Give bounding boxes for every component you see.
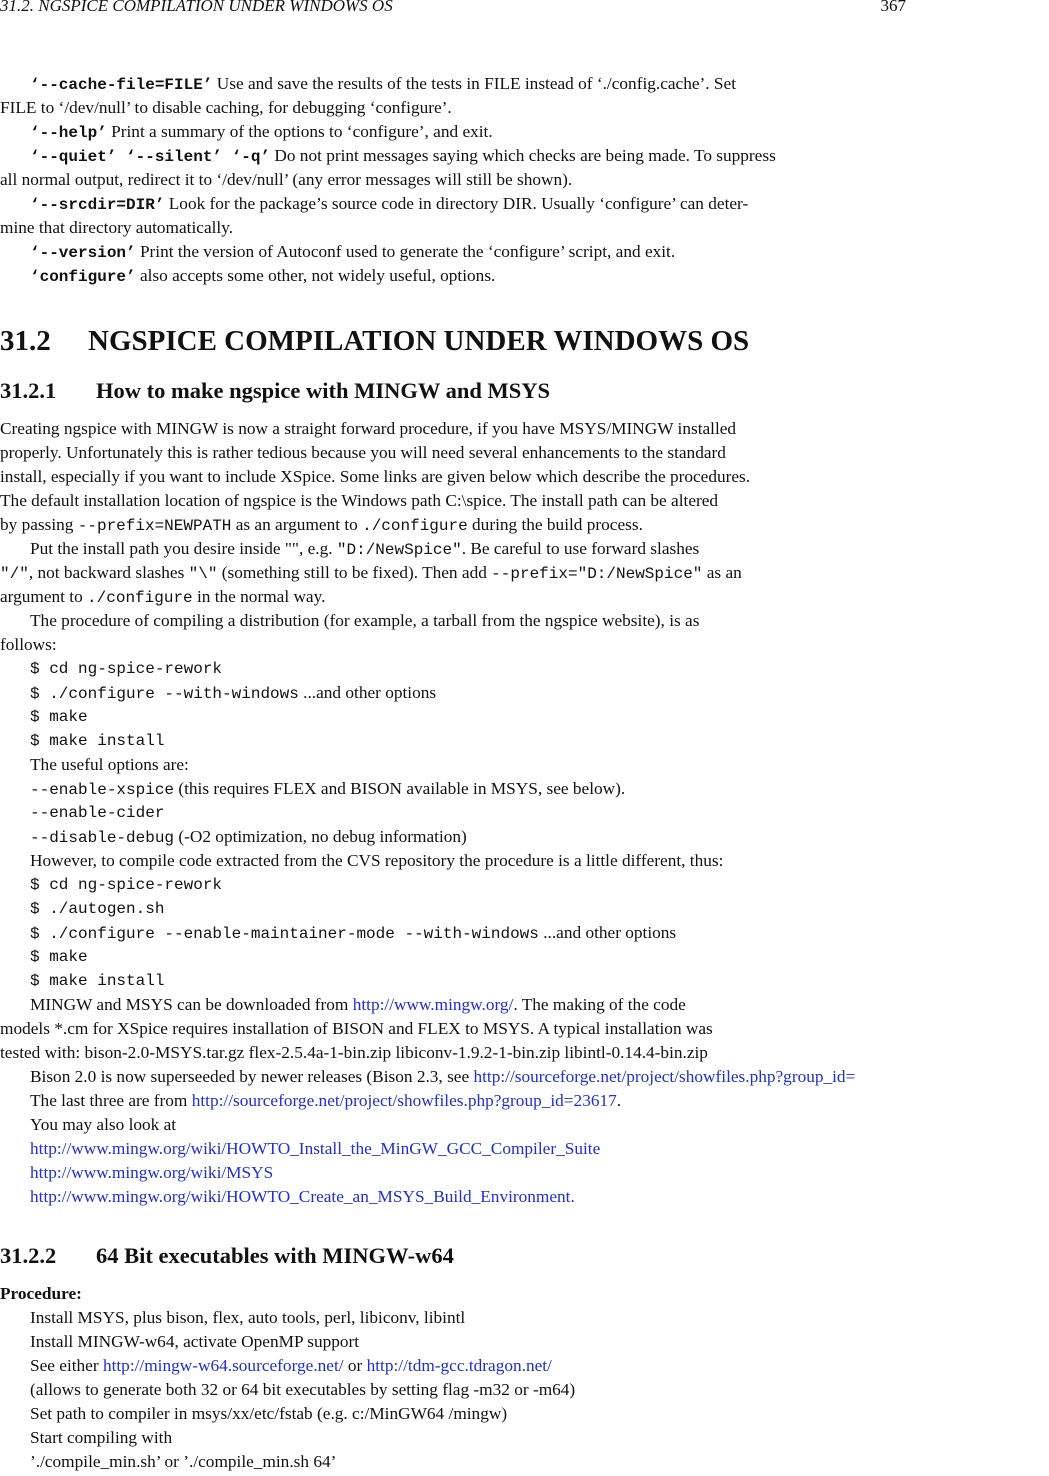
option-name: ‘--quiet’ ‘--silent’ ‘-q’: [30, 148, 271, 166]
option-quiet-cont: all normal output, redirect it to ‘/dev/null’ (any error messages will still be shown).: [0, 170, 573, 189]
subsection-title: How to make ngspice with MINGW and MSYS: [96, 378, 550, 403]
paragraph-line: install, especially if you want to include XSpice. Some links are given below which describe the procedures.: [0, 467, 751, 486]
inline-code: "\": [188, 565, 218, 583]
option-line: --disable-debug (-O2 optimization, no debug information): [30, 827, 467, 847]
option-help: ‘--help’ Print a summary of the options to ‘configure’, and exit.: [30, 122, 493, 142]
paragraph-line: follows:: [0, 635, 57, 654]
paragraph-line: However, to compile code extracted from the CVS repository the procedure is a little different, thus:: [30, 851, 724, 870]
option-srcdir: ‘--srcdir=DIR’ Look for the package’s source code in directory DIR. Usually ‘configure’ can deter-: [30, 194, 749, 214]
paragraph-line: Creating ngspice with MINGW is now a straight forward procedure, if you have MSYS/MINGW installed: [0, 419, 737, 438]
command-line: $ make: [30, 948, 88, 966]
option-name: ‘--help’: [30, 124, 107, 142]
subsection-heading-2: [0, 1243, 454, 1271]
procedure-step: Set path to compiler in msys/xx/etc/fstab (e.g. c:/MinGW64 /mingw): [30, 1404, 508, 1423]
option-name: ‘--version’: [30, 244, 136, 262]
inline-code: ./configure: [362, 517, 468, 535]
paragraph-line: You may also look at: [30, 1115, 177, 1134]
msys-wiki-link[interactable]: http://www.mingw.org/wiki/MSYS: [30, 1163, 274, 1182]
gnuwin32-link[interactable]: http://sourceforge.net/project/showfiles.php?group_id=23617: [191, 1091, 617, 1110]
paragraph-line: MINGW and MSYS can be downloaded from http://www.mingw.org/. The making of the code: [30, 995, 686, 1014]
subsection-number: 31.2.2: [0, 1243, 57, 1268]
running-header: [0, 0, 906, 20]
paragraph-line: Put the install path you desire inside "", e.g. "D:/NewSpice". Be careful to use forward slashes: [30, 539, 700, 559]
inline-code: "/": [0, 565, 29, 583]
section-number: 31.2: [0, 325, 51, 357]
procedure-label: Procedure:: [0, 1284, 82, 1303]
option-cache-file: ‘--cache-file=FILE’ Use and save the results of the tests in FILE instead of ‘./config.cache’. Set: [30, 74, 737, 94]
inline-code: "D:/NewSpice": [336, 541, 462, 559]
section-title: NGSPICE COMPILATION UNDER WINDOWS OS: [88, 325, 750, 357]
howto-install-mingw-link[interactable]: http://www.mingw.org/wiki/HOWTO_Install_the_MinGW_GCC_Compiler_Suite: [30, 1139, 601, 1158]
page-number: 367: [880, 0, 906, 15]
procedure-step: ’./compile_min.sh’ or ’./compile_min.sh 64’: [30, 1452, 337, 1471]
bison-link[interactable]: http://sourceforge.net/project/showfiles.php?group_id=: [473, 1067, 856, 1086]
paragraph-line: models *.cm for XSpice requires installation of BISON and FLEX to MSYS. A typical installation was: [0, 1019, 713, 1038]
option-name: ‘configure’: [30, 268, 136, 286]
subsection-heading-1: [0, 378, 550, 406]
paragraph-line: Bison 2.0 is now superseeded by newer releases (Bison 2.3, see http://sourceforge.net/project/showfiles.php?group_id=: [30, 1067, 856, 1086]
inline-code: ./configure: [87, 589, 193, 607]
subsection-title: 64 Bit executables with MINGW-w64: [96, 1243, 454, 1268]
paragraph-line: "/", not backward slashes "\" (something still to be fixed). Then add --prefix="D:/NewSpice" as an: [0, 563, 742, 583]
paragraph-line: properly. Unfortunately this is rather tedious because you will need several enhancements to the standard: [0, 443, 726, 462]
command-line: $ ./autogen.sh: [30, 900, 165, 918]
command-line: $ cd ng-spice-rework: [30, 660, 223, 678]
procedure-step: Start compiling with: [30, 1428, 173, 1447]
inline-code: --prefix=NEWPATH: [77, 517, 232, 535]
paragraph-line: The default installation location of ngspice is the Windows path C:\spice. The install path can be altered: [0, 491, 719, 510]
paragraph-line: tested with: bison-2.0-MSYS.tar.gz flex-2.5.4a-1-bin.zip libiconv-1.9.2-1-bin.zip libintl-0.14.4-bin.zip: [0, 1043, 708, 1062]
option-name: ‘--srcdir=DIR’: [30, 196, 165, 214]
running-title: 31.2. NGSPICE COMPILATION UNDER WINDOWS OS: [0, 0, 393, 15]
inline-code: --prefix="D:/NewSpice": [491, 565, 703, 583]
procedure-step: (allows to generate both 32 or 64 bit executables by setting flag -m32 or -m64): [30, 1380, 576, 1399]
paragraph-line: by passing --prefix=NEWPATH as an argument to ./configure during the build process.: [0, 515, 643, 535]
mingw-w64-link[interactable]: http://mingw-w64.sourceforge.net/: [102, 1356, 344, 1375]
mingw-link[interactable]: http://www.mingw.org/: [352, 995, 514, 1014]
subsection-number: 31.2.1: [0, 378, 57, 403]
section-heading: [0, 325, 749, 361]
option-line: --enable-cider: [30, 804, 165, 822]
tdm-gcc-link[interactable]: http://tdm-gcc.tdragon.net/: [366, 1356, 552, 1375]
command-line: $ make install: [30, 732, 165, 750]
howto-msys-build-link[interactable]: http://www.mingw.org/wiki/HOWTO_Create_an_MSYS_Build_Environment: [30, 1187, 571, 1206]
option-quiet: ‘--quiet’ ‘--silent’ ‘-q’ Do not print messages saying which checks are being made. To suppress: [30, 146, 776, 166]
command-line: $ make install: [30, 972, 165, 990]
command-line: $ ./configure --with-windows ...and other options: [30, 683, 437, 703]
option-cache-file-cont: FILE to ‘/dev/null’ to disable caching, for debugging ‘configure’.: [0, 98, 452, 117]
procedure-step: See either http://mingw-w64.sourceforge.net/ or http://tdm-gcc.tdragon.net/: [30, 1356, 552, 1375]
option-name: ‘--cache-file=FILE’: [30, 76, 213, 94]
procedure-step: Install MSYS, plus bison, flex, auto tools, perl, libiconv, libintl: [30, 1308, 466, 1327]
command-line: $ ./configure --enable-maintainer-mode --with-windows ...and other options: [30, 923, 677, 943]
link-line: http://www.mingw.org/wiki/HOWTO_Create_an_MSYS_Build_Environment.: [30, 1187, 575, 1206]
configure-note: ‘configure’ also accepts some other, not widely useful, options.: [30, 266, 496, 286]
option-version: ‘--version’ Print the version of Autoconf used to generate the ‘configure’ script, and exit.: [30, 242, 676, 262]
command-line: $ cd ng-spice-rework: [30, 876, 223, 894]
paragraph-line: The last three are from http://sourceforge.net/project/showfiles.php?group_id=23617.: [30, 1091, 622, 1110]
paragraph-line: The procedure of compiling a distribution (for example, a tarball from the ngspice website), is as: [30, 611, 700, 630]
paragraph-line: argument to ./configure in the normal way.: [0, 587, 326, 607]
link-line: [0, 1161, 906, 1185]
paragraph-line: The useful options are:: [30, 755, 189, 774]
command-line: $ make: [30, 708, 88, 726]
link-line: [0, 1137, 906, 1161]
procedure-step: Install MINGW-w64, activate OpenMP support: [30, 1332, 360, 1351]
option-line: --enable-xspice (this requires FLEX and BISON available in MSYS, see below).: [30, 779, 626, 799]
option-srcdir-cont: mine that directory automatically.: [0, 218, 234, 237]
